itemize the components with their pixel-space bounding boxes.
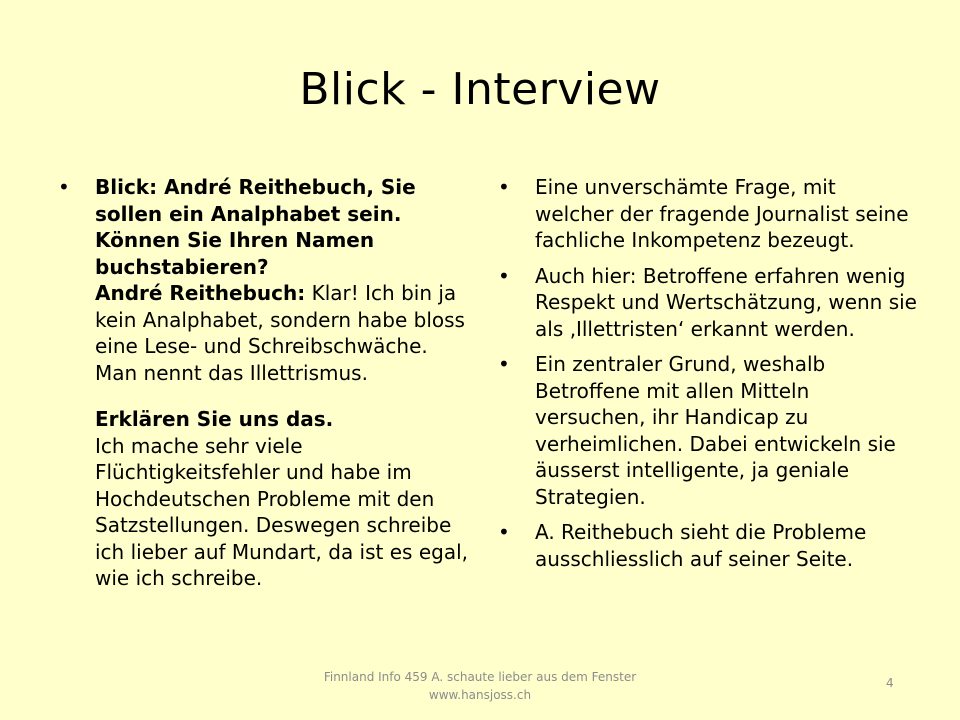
slide-footer: Finnland Info 459 A. schaute lieber aus dem Fenster www.hansjoss.ch bbox=[323, 670, 637, 702]
commentary-bullet bbox=[498, 519, 918, 572]
commentary-text: A. Reithebuch sieht die Probleme ausschliesslich auf seiner Seite. bbox=[535, 520, 867, 571]
page-number: 4 bbox=[886, 676, 894, 690]
question-1: Blick: André Reithebuch, Sie sollen ein Analphabet sein. Können Sie Ihren Namen buchstabieren? bbox=[95, 175, 416, 279]
commentary-bullet bbox=[498, 174, 918, 254]
question-2: Erklären Sie uns das. bbox=[95, 407, 334, 431]
interview-continuation bbox=[58, 406, 468, 592]
interview-bullet bbox=[58, 174, 468, 386]
slide-title: Blick - Interview bbox=[299, 64, 661, 115]
commentary-bullet bbox=[498, 351, 918, 510]
bullet-marker: • bbox=[498, 352, 510, 376]
commentary-bullet bbox=[498, 263, 918, 343]
bullet-marker: • bbox=[498, 520, 510, 544]
left-column bbox=[58, 174, 468, 592]
answer-1-text: Klar! Ich bin ja kein Analphabet, sondern habe bloss eine Lese- und Schreibschwäche. Man nennt das Illettrismus. bbox=[95, 281, 465, 385]
commentary-text: Ein zentraler Grund, weshalb Betroffene mit allen Mitteln versuchen, ihr Handicap zu verheimlichen. Dabei entwickeln sie äusserst intelligente, ja geniale Strategien. bbox=[535, 352, 896, 509]
commentary-text: Eine unverschämte Frage, mit welcher der fragende Journalist seine fachliche Inkompetenz bezeugt. bbox=[535, 175, 909, 252]
commentary-text: Auch hier: Betroffene erfahren wenig Respekt und Wertschätzung, wenn sie als ‚Illettristen‘ erkannt werden. bbox=[535, 263, 917, 341]
bullet-marker: • bbox=[498, 175, 510, 199]
answer-2-text: Ich mache sehr viele Flüchtigkeitsfehler und habe im Hochdeutschen Probleme mit den Satzstellungen. Deswegen schreibe ich lieber auf Mundart, da ist es egal, wie ich schreibe. bbox=[95, 433, 468, 590]
bullet-marker: • bbox=[58, 175, 70, 199]
answer-1-speaker: André Reithebuch: bbox=[95, 281, 306, 305]
right-column bbox=[498, 174, 918, 581]
bullet-marker: • bbox=[498, 263, 510, 288]
